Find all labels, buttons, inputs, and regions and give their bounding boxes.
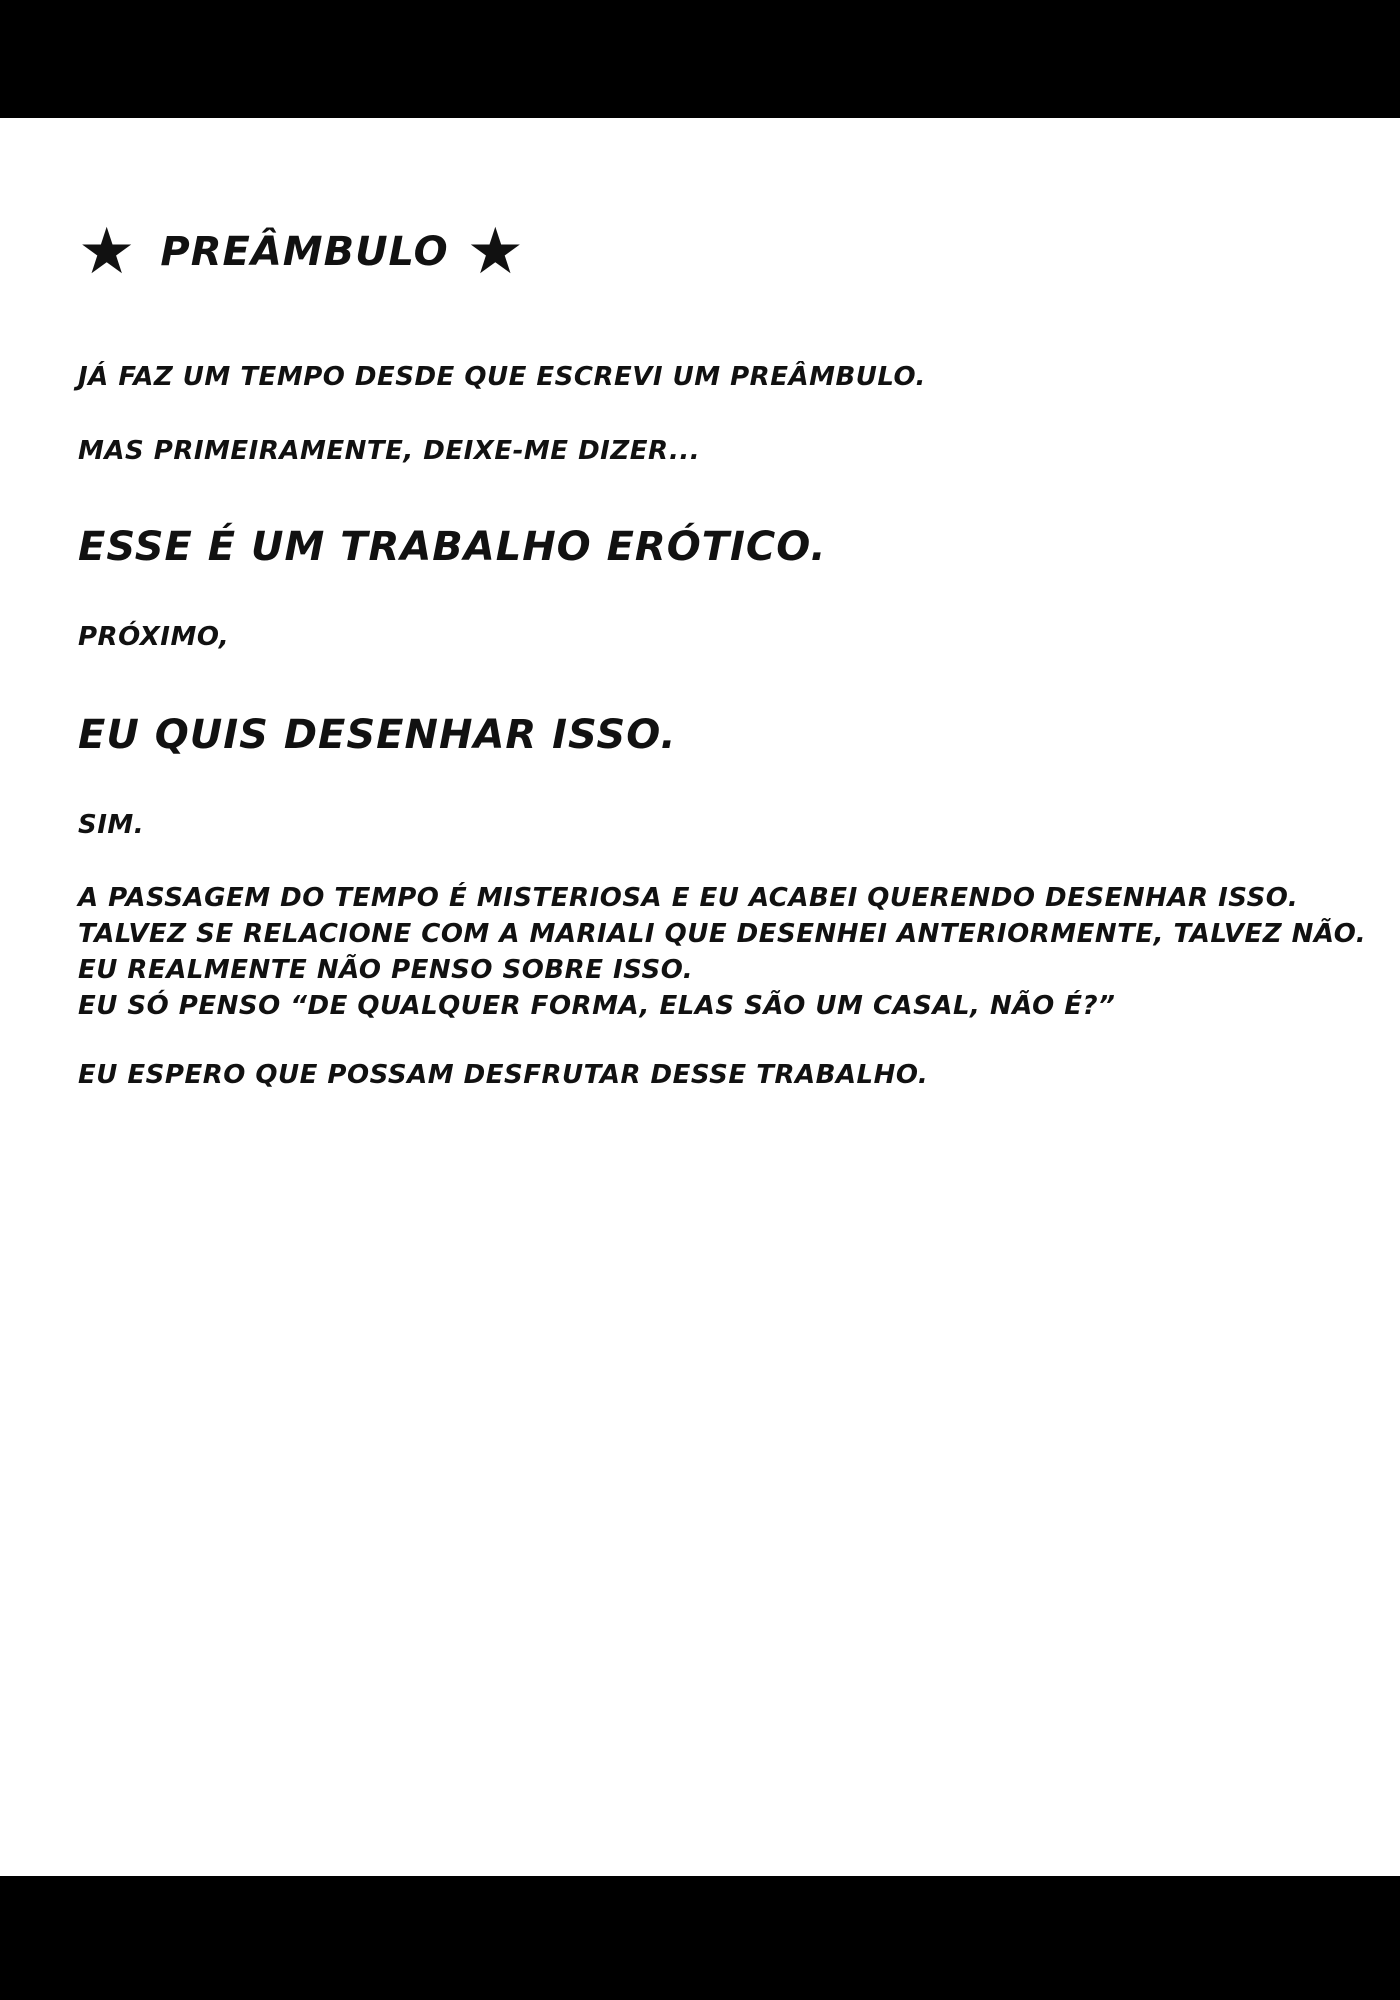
text-line: JÁ FAZ UM TEMPO DESDE QUE ESCREVI UM PREÂMBULO. xyxy=(78,362,926,392)
text-line: MAS PRIMEIRAMENTE, DEIXE-ME DIZER... xyxy=(78,436,701,466)
preamble-heading xyxy=(78,215,525,289)
text-line: PRÓXIMO, xyxy=(78,622,230,652)
paragraph-line: A PASSAGEM DO TEMPO É MISTERIOSA E EU ACABEI QUERENDO DESENHAR ISSO. xyxy=(78,883,1299,913)
star-icon: ★ xyxy=(466,215,525,289)
emphasis-line: EU QUIS DESENHAR ISSO. xyxy=(78,712,677,758)
paragraph-line: TALVEZ SE RELACIONE COM A MARIALI QUE DESENHEI ANTERIORMENTE, TALVEZ NÃO. xyxy=(78,919,1367,949)
bottom-black-bar xyxy=(0,1876,1400,2000)
emphasis-line: ESSE É UM TRABALHO ERÓTICO. xyxy=(78,524,827,570)
paragraph-line: EU SÓ PENSO “DE QUALQUER FORMA, ELAS SÃO UM CASAL, NÃO É?” xyxy=(78,991,1116,1021)
paragraph-line: EU REALMENTE NÃO PENSO SOBRE ISSO. xyxy=(78,955,694,985)
closing-line: EU ESPERO QUE POSSAM DESFRUTAR DESSE TRABALHO. xyxy=(78,1060,929,1090)
star-icon: ★ xyxy=(78,215,137,289)
preamble-title: PREÂMBULO xyxy=(160,229,449,275)
top-black-bar xyxy=(0,0,1400,118)
text-line: SIM. xyxy=(78,810,145,840)
